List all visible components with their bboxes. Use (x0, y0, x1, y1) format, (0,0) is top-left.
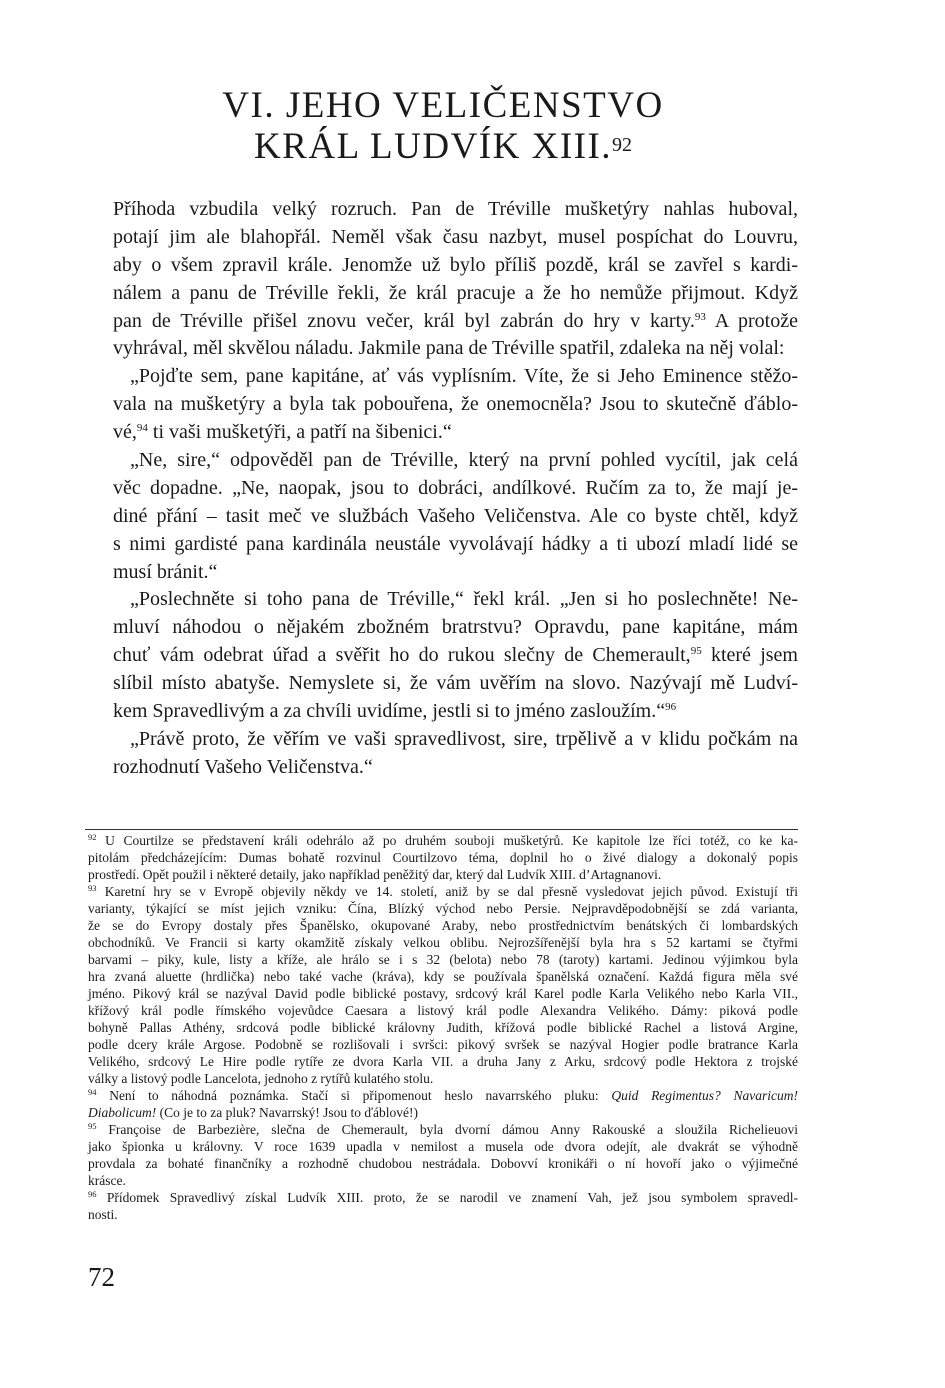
footnote-ref: 93 (88, 883, 97, 893)
body-line (113, 419, 798, 447)
body-line (113, 726, 798, 754)
text-run: diné přání – tasit meč ve službách Vašeho Veličenstva. Ale co byste chtěl, když (113, 504, 798, 527)
footnote-ref: 94 (88, 1087, 97, 1097)
text-run: Françoise de Barbezière, slečna de Chemerault, byla dvorní dámou Anny Rakouské a sloužila Richelieuovi (96, 1122, 798, 1137)
text-run: hra zvaná aluette (hrdlička) nebo také vache (kráva), kdy se používala španělská označení. Každá figura měla své (88, 969, 798, 984)
text-run: které jsem (701, 644, 798, 667)
footnote-line (88, 900, 798, 917)
body-line (113, 531, 798, 559)
text-run: vyhrával, měl skvělou náladu. Jakmile pana de Tréville spatřil, zdaleka na něj volal: (113, 337, 785, 360)
footnote-separator (85, 829, 798, 830)
text-run: „Pojďte sem, pane kapitáne, ať vás vyplísním. Víte, že si Jeho Eminence stěžo- (130, 365, 798, 388)
text-run: provdala za bohaté finančníky a rozhodně chudobou nestrádala. Dobovví kronikáři o ní hovoří jako o výjimečné (88, 1156, 798, 1171)
body-line (113, 559, 798, 587)
body-line (113, 252, 798, 280)
text-run: Karetní hry se v Evropě objevily někdy ve 14. století, aniž by se dal přesně vysledovat jejich původ. Existují tři (96, 884, 798, 899)
footnotes (88, 832, 798, 1223)
text-run: věc dopadne. „Ne, naopak, jsou to dobráci, andílkové. Ručím za to, že mají je- (113, 476, 798, 499)
footnote-line (88, 934, 798, 951)
text-run: Přídomek Spravedlivý získal Ludvík XIII. proto, že se narodil ve znamení Vah, jež jsou symbolem spravedl- (96, 1190, 798, 1205)
text-run: že se do Evropy dostaly přes Španělsko, okupované Araby, nebo prostřednictvím benátských či lombardských (88, 918, 798, 933)
text-run: Není to náhodná poznámka. Stačí si připomenout heslo navarrského pluku: (96, 1088, 612, 1103)
text-run: vé, (113, 421, 137, 444)
body-line (113, 363, 798, 391)
text-run: „Ne, sire,“ odpověděl pan de Tréville, který na první pohled vycítil, jak celá (130, 449, 798, 472)
footnote-line (88, 1206, 798, 1223)
text-run: prostředí. Opět použil i některé detaily, jako například peněžitý dar, který dal Ludvík XIII. d’Artagnanovi. (88, 867, 662, 882)
page-number: 72 (88, 1262, 115, 1292)
chapter-title-line-1: VI. JEHO VELIČENSTVO (222, 85, 664, 126)
text-run: A protože (705, 309, 798, 332)
text-run: Velikého, srdcový Le Hire podle rytíře ze dvora Karla VII. a druha Jany z Arku, srdcový podle Hektora z trojské (88, 1054, 798, 1069)
text-run: pan de Tréville přišel znovu večer, král byl zabrán do hry v karty. (113, 309, 695, 332)
body-line (113, 335, 798, 363)
text-run: křížový král podle římského vojevůdce Caesara a listový král podle Alexandra Velikého. Dámy: piková podle (88, 1003, 798, 1018)
body-line (113, 586, 798, 614)
italic-text: Quid Regimentus? Navaricum! (611, 1088, 798, 1103)
text-run: vala na mušketýry a byla tak pobouřena, že onemocněla? Jsou to skutečně ďáblo- (113, 393, 798, 416)
text-run: kem Spravedlivým a za chvíli uvidíme, jestli si to jméno zasloužím.“ (113, 700, 666, 723)
text-run: nosti. (88, 1207, 118, 1222)
footnote-line (88, 1087, 798, 1104)
footnote-ref: 93 (694, 310, 706, 323)
footnote-line (88, 1155, 798, 1172)
text-run: pitolám předcházejícím: Dumas bohatě rozvinul Courtilzovo téma, doplnil ho o živé dialogy a dokonalý popis (88, 850, 798, 865)
body-line (113, 503, 798, 531)
text-run: slíbil místo abatyše. Nemyslete si, že vám uvěřím na slovo. Nazývají mě Ludví- (113, 672, 798, 695)
footnote-line (88, 1036, 798, 1053)
footnote-ref: 96 (88, 1189, 97, 1199)
body-line (113, 308, 798, 336)
chapter-title-text: KRÁL LUDVÍK XIII. (253, 126, 613, 167)
text-run: musí bránit.“ (113, 560, 218, 583)
body-line (113, 642, 798, 670)
text-run: krásce. (88, 1173, 126, 1188)
footnote-line (88, 917, 798, 934)
text-run: nálem a panu de Tréville řekli, že král pracuje a že ho nemůže přijmout. Když (113, 281, 798, 304)
footnote-line (88, 1019, 798, 1036)
text-run: rozhodnutí Vašeho Veličenstva.“ (113, 755, 373, 778)
body-line (113, 754, 798, 782)
footnote-ref: 92 (88, 832, 97, 842)
body-text (113, 196, 798, 782)
text-run: obchodníků. Ve Francii si karty okamžitě získaly velkou oblibu. Nejrozšířenější byla hra s 52 kartami se čtyřmi (88, 935, 798, 950)
footnote-ref: 95 (88, 1121, 97, 1131)
text-run: varianty, týkající se míst jejich vzniku: Čína, Blízký východ nebo Persie. Nejpravděpodobnější se zdá varianta, (88, 901, 798, 916)
footnote-ref: 95 (690, 645, 702, 658)
footnote-line (88, 1053, 798, 1070)
body-line (113, 475, 798, 503)
text-run: Příhoda vzbudila velký rozruch. Pan de Tréville mušketýry nahlas huboval, (113, 198, 798, 220)
text-run: ti vaši mušketýři, a patří na šibenici.“ (147, 421, 452, 444)
body-line (113, 391, 798, 419)
text-run: chuť vám odebrat úřad a svěřit ho do rukou slečny de Chemerault, (113, 644, 691, 667)
footnote-line (88, 849, 798, 866)
body-line (113, 447, 798, 475)
body-line (113, 670, 798, 698)
text-run: (Co je to za pluk? Navarrský! Jsou to ďáblové!) (156, 1105, 419, 1120)
body-line (113, 698, 798, 726)
text-run: podle dcery krále Argose. Podobně se rozlišovali i svršci: pikový svršek se nazýval Hogier podle bratrance Karla (88, 1037, 798, 1052)
text-run: mluví náhodou o nějakém zbožném bratrstvu? Opravdu, pane kapitáne, mám (113, 616, 798, 639)
footnote-line (88, 1104, 798, 1121)
body-line (113, 280, 798, 308)
footnote-line (88, 1070, 798, 1087)
footnote-line (88, 1138, 798, 1155)
footnote-line (88, 1002, 798, 1019)
text-run: bohyně Pallas Athény, srdcová podle biblické královny Judith, křížová podle biblické Rachel a listová Argine, (88, 1020, 798, 1035)
footnote-line (88, 968, 798, 985)
text-run: s nimi gardisté pana kardinála neustále vyvolávají hádky a ti ubozí mladí lidé se (113, 532, 798, 555)
footnote-ref: 92 (612, 134, 633, 156)
text-run: jméno. Pikový král se nazýval David podle biblické postavy, srdcový král Karel podle Karla Velikého nebo Karla VII., (88, 986, 798, 1001)
text-run: „Poslechněte si toho pana de Tréville,“ řekl král. „Jen si ho poslechněte! Ne- (130, 588, 798, 611)
footnote-line (88, 883, 798, 900)
footnote-line (88, 832, 798, 849)
text-run: potají jim ale blahopřál. Neměl však času nazbyt, musel pospíchat do Louvru, (113, 225, 798, 248)
footnote-line (88, 1189, 798, 1206)
body-line (113, 196, 798, 224)
text-run: „Právě proto, že věřím ve vaši spravedlivost, sire, trpělivě a v klidu počkám na (130, 727, 798, 750)
text-run: jako špionka u královny. V roce 1639 upadla v nemilost a musela ode dvora odejít, ale dvakrát se výhodně (88, 1139, 798, 1154)
footnote-ref: 96 (665, 701, 677, 714)
footnote-line (88, 866, 798, 883)
body-line (113, 224, 798, 252)
footnote-line (88, 985, 798, 1002)
text-run: války a listový podle Lancelota, jednoho z rytířů kulatého stolu. (88, 1071, 434, 1086)
footnote-line (88, 951, 798, 968)
footnote-line (88, 1121, 798, 1138)
footnote-ref: 94 (136, 422, 148, 435)
footnote-line (88, 1172, 798, 1189)
chapter-title-line-2 (0, 127, 886, 167)
text-run: aby o všem zpravil krále. Jenomže už bylo příliš pozdě, král se zavřel s kardi- (113, 253, 798, 276)
text-run: U Courtilze se představení králi odehrálo až po druhém souboji mušketýrů. Ke kapitole lze říci totéž, co ke ka- (96, 833, 798, 848)
italic-text: Diabolicum! (88, 1105, 157, 1120)
body-line (113, 614, 798, 642)
text-run: barvami – piky, kule, listy a kříže, ale hrálo se i s 32 (belota) nebo 78 (taroty) kartami. Jedinou výjimkou byla (88, 952, 798, 967)
